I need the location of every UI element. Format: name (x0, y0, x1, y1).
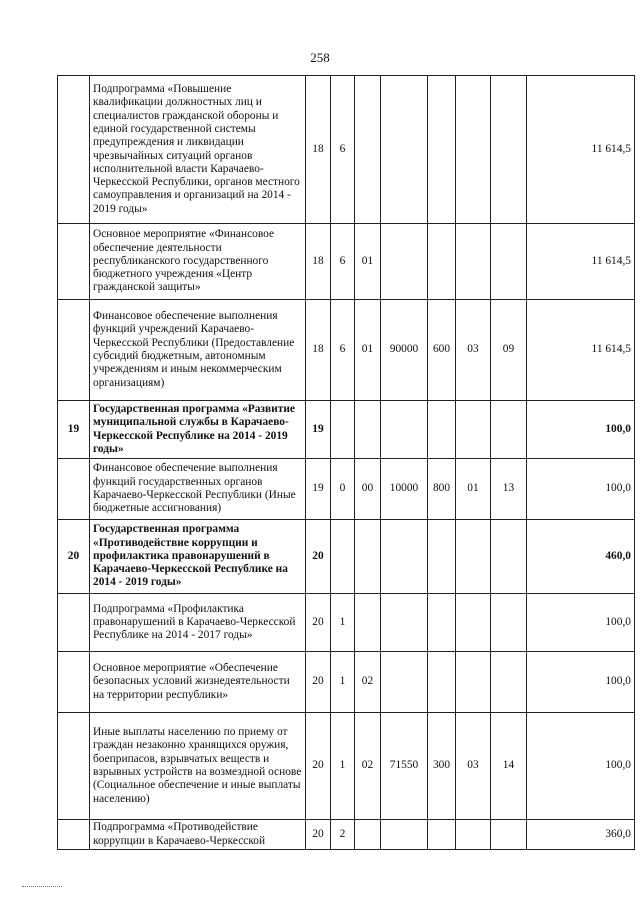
code-program: 18 (306, 76, 331, 224)
budget-table (57, 75, 635, 850)
table-row (58, 401, 635, 459)
table-row (58, 713, 635, 820)
code-main-event: 02 (355, 652, 381, 713)
row-name: Финансовое обеспечение выполнения функций государственных органов Карачаево-Черкесской Республики (Иные бюджетные ассигнования) (90, 459, 306, 520)
table-row (58, 520, 635, 594)
code-program: 20 (306, 594, 331, 652)
code-section (456, 820, 491, 850)
code-program: 18 (306, 224, 331, 300)
row-name: Финансовое обеспечение выполнения функций учреждений Карачаево-Черкесской Республики (Предоставление субсидий бюджетным, автономным учреждениям и иным некоммерческим организациям) (90, 300, 306, 401)
code-section: 03 (456, 713, 491, 820)
code-expense-type: 800 (428, 459, 456, 520)
code-direction (381, 520, 428, 594)
code-program: 18 (306, 300, 331, 401)
code-direction (381, 652, 428, 713)
row-name: Основное мероприятие «Обеспечение безопасных условий жизнедеятельности на территории республики» (90, 652, 306, 713)
scan-artifact (22, 886, 62, 888)
code-section (456, 401, 491, 459)
row-amount: 100,0 (527, 459, 635, 520)
code-expense-type: 300 (428, 713, 456, 820)
row-amount: 11 614,5 (527, 76, 635, 224)
code-subsection (491, 224, 527, 300)
code-main-event: 01 (355, 224, 381, 300)
table-row (58, 594, 635, 652)
table-row (58, 224, 635, 300)
row-number (58, 594, 90, 652)
row-name: Государственная программа «Противодействие коррупции и профилактика правонарушений в Карачаево-Черкесской Республике на 2014 - 2019 годы» (90, 520, 306, 594)
code-subprogram: 1 (331, 713, 355, 820)
code-main-event: 00 (355, 459, 381, 520)
code-section: 03 (456, 300, 491, 401)
code-subsection (491, 76, 527, 224)
row-number: 20 (58, 520, 90, 594)
code-subprogram: 1 (331, 594, 355, 652)
code-expense-type (428, 520, 456, 594)
code-main-event (355, 820, 381, 850)
code-main-event (355, 76, 381, 224)
row-number (58, 459, 90, 520)
code-subprogram: 0 (331, 459, 355, 520)
code-direction: 71550 (381, 713, 428, 820)
row-name: Иные выплаты населению по приему от граждан незаконно хранящихся оружия, боеприпасов, взрывчатых веществ и взрывных устройств на возмездной основе (Социальное обеспечение и иные выплаты населению) (90, 713, 306, 820)
row-amount: 100,0 (527, 594, 635, 652)
code-main-event (355, 520, 381, 594)
code-subsection (491, 594, 527, 652)
code-expense-type (428, 594, 456, 652)
code-expense-type (428, 76, 456, 224)
code-program: 20 (306, 820, 331, 850)
code-subprogram (331, 520, 355, 594)
row-number (58, 76, 90, 224)
code-subprogram: 1 (331, 652, 355, 713)
code-subsection (491, 820, 527, 850)
page-number: 258 (310, 50, 330, 65)
code-expense-type: 600 (428, 300, 456, 401)
code-section (456, 520, 491, 594)
code-section: 01 (456, 459, 491, 520)
row-name: Основное мероприятие «Финансовое обеспечение деятельности республиканского государственного бюджетного учреждения «Центр гражданской защиты» (90, 224, 306, 300)
row-number (58, 300, 90, 401)
code-program: 20 (306, 520, 331, 594)
row-number (58, 224, 90, 300)
code-direction (381, 401, 428, 459)
code-subsection: 14 (491, 713, 527, 820)
row-name: Подпрограмма «Противодействие коррупции в Карачаево-Черкесской (90, 820, 306, 850)
table-row (58, 652, 635, 713)
code-main-event (355, 401, 381, 459)
code-expense-type (428, 401, 456, 459)
code-expense-type (428, 820, 456, 850)
row-amount: 100,0 (527, 652, 635, 713)
code-direction (381, 76, 428, 224)
row-amount: 360,0 (527, 820, 635, 850)
code-subprogram: 6 (331, 224, 355, 300)
row-number: 19 (58, 401, 90, 459)
row-number (58, 713, 90, 820)
row-amount: 100,0 (527, 401, 635, 459)
row-number (58, 652, 90, 713)
table-row (58, 820, 635, 850)
code-direction: 90000 (381, 300, 428, 401)
code-direction: 10000 (381, 459, 428, 520)
code-direction (381, 594, 428, 652)
code-main-event (355, 594, 381, 652)
code-subprogram (331, 401, 355, 459)
row-name: Подпрограмма «Профилактика правонарушений в Карачаево-Черкесской Республике на 2014 - 2017 годы» (90, 594, 306, 652)
code-expense-type (428, 652, 456, 713)
row-name: Подпрограмма «Повышение квалификации должностных лиц и специалистов гражданской обороны и единой государственной системы предупреждения и ликвидации чрезвычайных ситуаций органов исполнительной власти Карачаево-Черкесской Республики, органов местного самоуправления и организаций на 2014 - 2019 годы» (90, 76, 306, 224)
table-row (58, 76, 635, 224)
code-program: 20 (306, 652, 331, 713)
code-section (456, 652, 491, 713)
code-subsection: 09 (491, 300, 527, 401)
table-row (58, 459, 635, 520)
table-row (58, 300, 635, 401)
row-amount: 460,0 (527, 520, 635, 594)
code-section (456, 594, 491, 652)
code-subsection (491, 401, 527, 459)
code-subprogram: 6 (331, 76, 355, 224)
code-subprogram: 6 (331, 300, 355, 401)
row-name: Государственная программа «Развитие муниципальной службы в Карачаево-Черкесской Республике на 2014 - 2019 годы» (90, 401, 306, 459)
code-program: 19 (306, 401, 331, 459)
code-direction (381, 820, 428, 850)
code-subsection (491, 520, 527, 594)
code-section (456, 224, 491, 300)
row-number (58, 820, 90, 850)
code-program: 19 (306, 459, 331, 520)
row-amount: 100,0 (527, 713, 635, 820)
code-main-event: 02 (355, 713, 381, 820)
code-subsection (491, 652, 527, 713)
code-section (456, 76, 491, 224)
code-program: 20 (306, 713, 331, 820)
row-amount: 11 614,5 (527, 300, 635, 401)
code-direction (381, 224, 428, 300)
code-main-event: 01 (355, 300, 381, 401)
code-subprogram: 2 (331, 820, 355, 850)
row-amount: 11 614,5 (527, 224, 635, 300)
code-expense-type (428, 224, 456, 300)
code-subsection: 13 (491, 459, 527, 520)
